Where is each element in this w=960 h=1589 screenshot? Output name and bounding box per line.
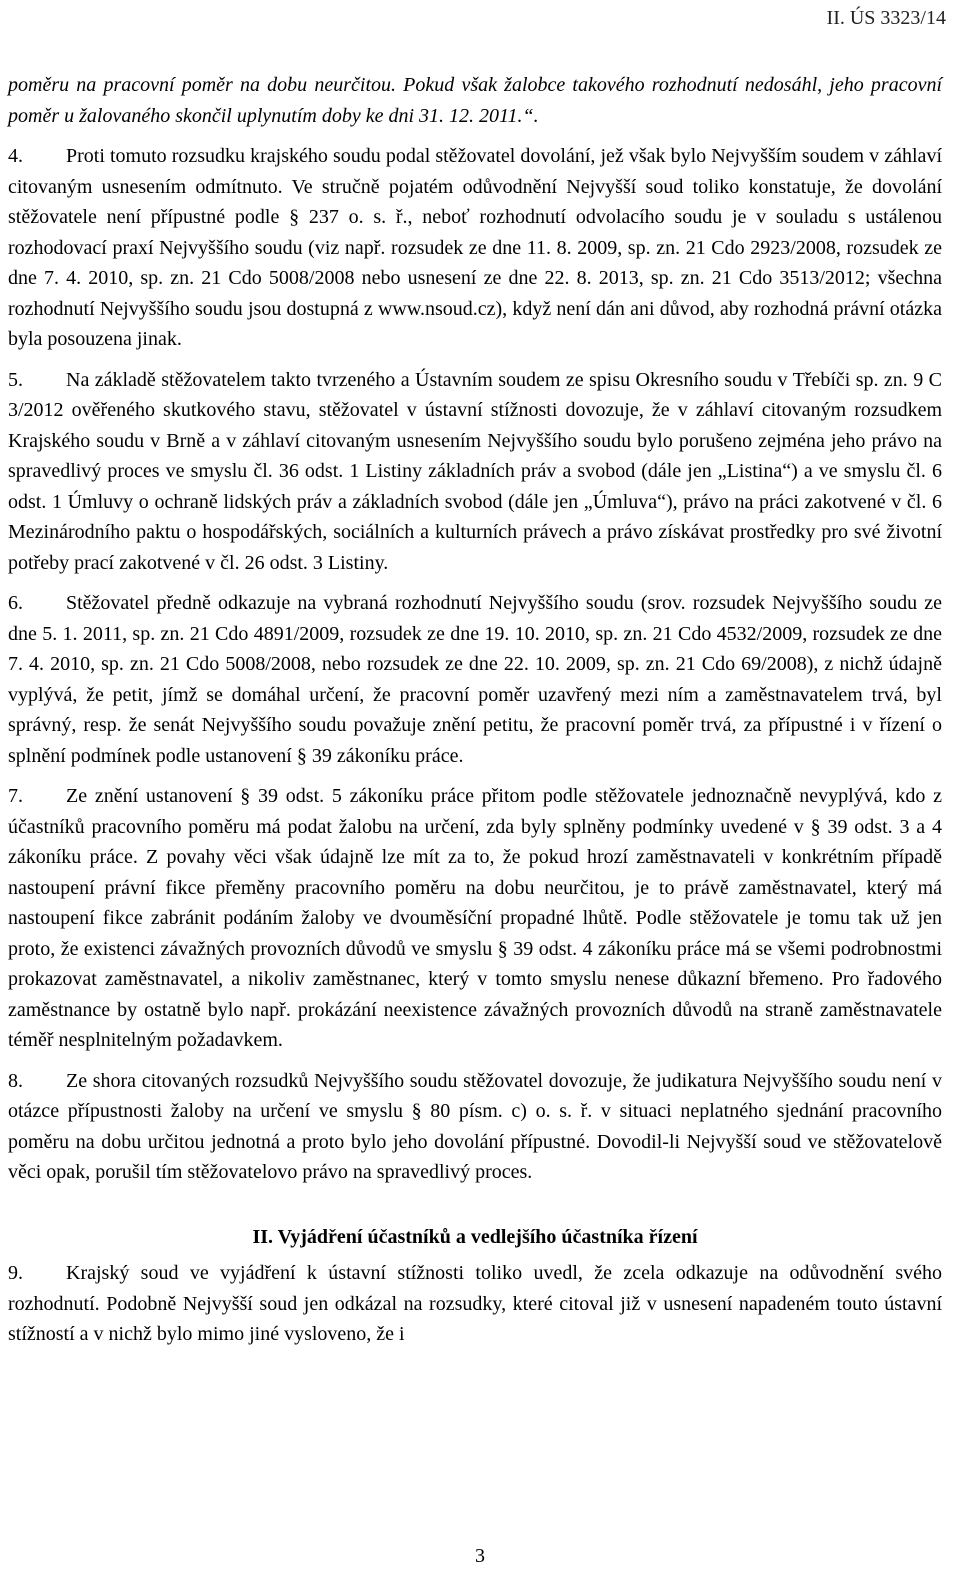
paragraph-text: poměru na pracovní poměr na dobu neurčitou. Pokud však žalobce takového rozhodnutí nedosáhl, jeho pracovní poměr u žalovaného skončil uplynutím doby ke dni 31. 12. 2011.“. [8, 74, 942, 127]
paragraph-text: Ze shora citovaných rozsudků Nejvyššího soudu stěžovatel dovozuje, že judikatura Nejvyššího soudu není v otázce přípustnosti žaloby na určení ve smyslu § 80 písm. c) o. s. ř. v situaci neplatného sjednání pracovního poměru na dobu určitou jednotná a proto bylo jeho dovolání přípustné. Dovodil-li Nejvyšší soud ve stěžovatelově věci opak, porušil tím stěžovatelovo právo na spravedlivý proces. [8, 1069, 942, 1183]
paragraph-number: 7. [8, 785, 23, 807]
paragraph-4 [8, 141, 942, 355]
paragraph-8 [8, 1066, 942, 1188]
paragraph-number: 5. [8, 368, 23, 391]
paragraph-text: Krajský soud ve vyjádření k ústavní stížnosti toliko uvedl, že zcela odkazuje na odůvodnění svého rozhodnutí. Podobně Nejvyšší soud jen odkázal na rozsudky, které citoval již v usnesení napadeném touto ústavní stížností a v nichž bylo mimo jiné vysloveno, že i [8, 1262, 942, 1345]
paragraph-number: 9. [8, 1262, 23, 1284]
paragraph-7 [8, 781, 942, 1056]
paragraph-continuation [8, 70, 942, 131]
paragraph-text: Proti tomuto rozsudku krajského soudu podal stěžovatel dovolání, jež však bylo Nejvyšším soudem v záhlaví citovaným usnesením odmítnuto. Ve stručně pojatém odůvodnění Nejvyšší soud toliko konstatuje, že dovolání stěžovatele není přípustné podle § 237 o. s. ř., neboť rozhodnutí odvolacího soudu je v souladu s ustálenou rozhodovací praxí Nejvyššího soudu (viz např. rozsudek ze dne 11. 8. 2009, sp. zn. 21 Cdo 2923/2008, rozsudek ze dne 7. 4. 2010, sp. zn. 21 Cdo 5008/2008 nebo usnesení ze dne 22. 8. 2013, sp. zn. 21 Cdo 3513/2012; všechna rozhodnutí Nejvyššího soudu jsou dostupná z www.nsoud.cz), když není dán ani důvod, aby rozhodná právní otázka byla posouzena jinak. [8, 145, 942, 350]
paragraph-5 [8, 365, 942, 579]
paragraph-9 [8, 1258, 942, 1350]
page-number: 3 [475, 1545, 485, 1567]
paragraph-number: 6. [8, 592, 23, 614]
paragraph-text: Stěžovatel předně odkazuje na vybraná rozhodnutí Nejvyššího soudu (srov. rozsudek Nejvyššího soudu ze dne 5. 1. 2011, sp. zn. 21 Cdo 4891/2009, rozsudek ze dne 19. 10. 2010, sp. zn. 21 Cdo 4532/2009, rozsudek ze dne 7. 4. 2010, sp. zn. 21 Cdo 5008/2008, nebo rozsudek ze dne 22. 10. 2009, sp. zn. 21 Cdo 69/2008), z nichž údajně vyplývá, že petit, jímž se domáhal určení, že pracovní poměr uzavřený mezi ním a zaměstnavatelem trvá, byl správný, resp. že senát Nejvyššího soudu považuje znění petitu, že pracovní poměr trvá, za přípustné i v řízení o splnění podmínek podle ustanovení § 39 zákoníku práce. [8, 592, 942, 767]
paragraph-6 [8, 588, 942, 771]
document-body [8, 70, 942, 1360]
paragraph-text: Ze znění ustanovení § 39 odst. 5 zákoníku práce přitom podle stěžovatele jednoznačně nevyplývá, kdo z účastníků pracovního poměru má podat žalobu na určení, zda byly splněny podmínky uvedené v § 39 odst. 3 a 4 zákoníku práce. Z povahy věci však údajně lze mít za to, že pokud hrozí zaměstnavateli v konkrétním případě nastoupení právní fikce přeměny pracovního poměru na dobu neurčitou, je to právě zaměstnavatel, který má nastoupení fikce zabránit podáním žaloby ve dvouměsíční propadné lhůtě. Podle stěžovatele je tomu tak už jen proto, že existenci závažných provozních důvodů ve smyslu § 39 odst. 4 zákoníku práce má se všemi podrobnostmi prokazovat zaměstnavatel, a nikoliv zaměstnanec, který v tomto smyslu nenese důkazní břemeno. Pro řadového zaměstnance by ostatně bylo např. prokázání neexistence závažných provozních důvodů na straně zaměstnavatele téměř nesplnitelným požadavkem. [8, 785, 942, 1051]
paragraph-number: 4. [8, 145, 23, 167]
paragraph-text: Na základě stěžovatelem takto tvrzeného a Ústavním soudem ze spisu Okresního soudu v Třebíči sp. zn. 9 C 3/2012 ověřeného skutkového stavu, stěžovatel v ústavní stížnosti dovozuje, že v záhlaví citovaným rozsudkem Krajského soudu v Brně a v záhlaví citovaným usnesením Nejvyššího soudu bylo porušeno zejména jeho právo na spravedlivý proces ve smyslu čl. 36 odst. 1 Listiny základních práv a svobod (dále jen „Listina“) a ve smyslu čl. 6 odst. 1 Úmluvy o ochraně lidských práv a základních svobod (dále jen „Úmluva“), právo na práci zakotvené v čl. 6 Mezinárodního paktu o hospodářských, sociálních a kulturních právech a právo získávat prostředky pro své životní potřeby prací zakotvené v čl. 26 odst. 3 Listiny. [8, 368, 942, 574]
section-heading: II. Vyjádření účastníků a vedlejšího účastníka řízení [252, 1225, 698, 1248]
paragraph-number: 8. [8, 1069, 23, 1092]
case-reference: II. ÚS 3323/14 [826, 7, 946, 29]
